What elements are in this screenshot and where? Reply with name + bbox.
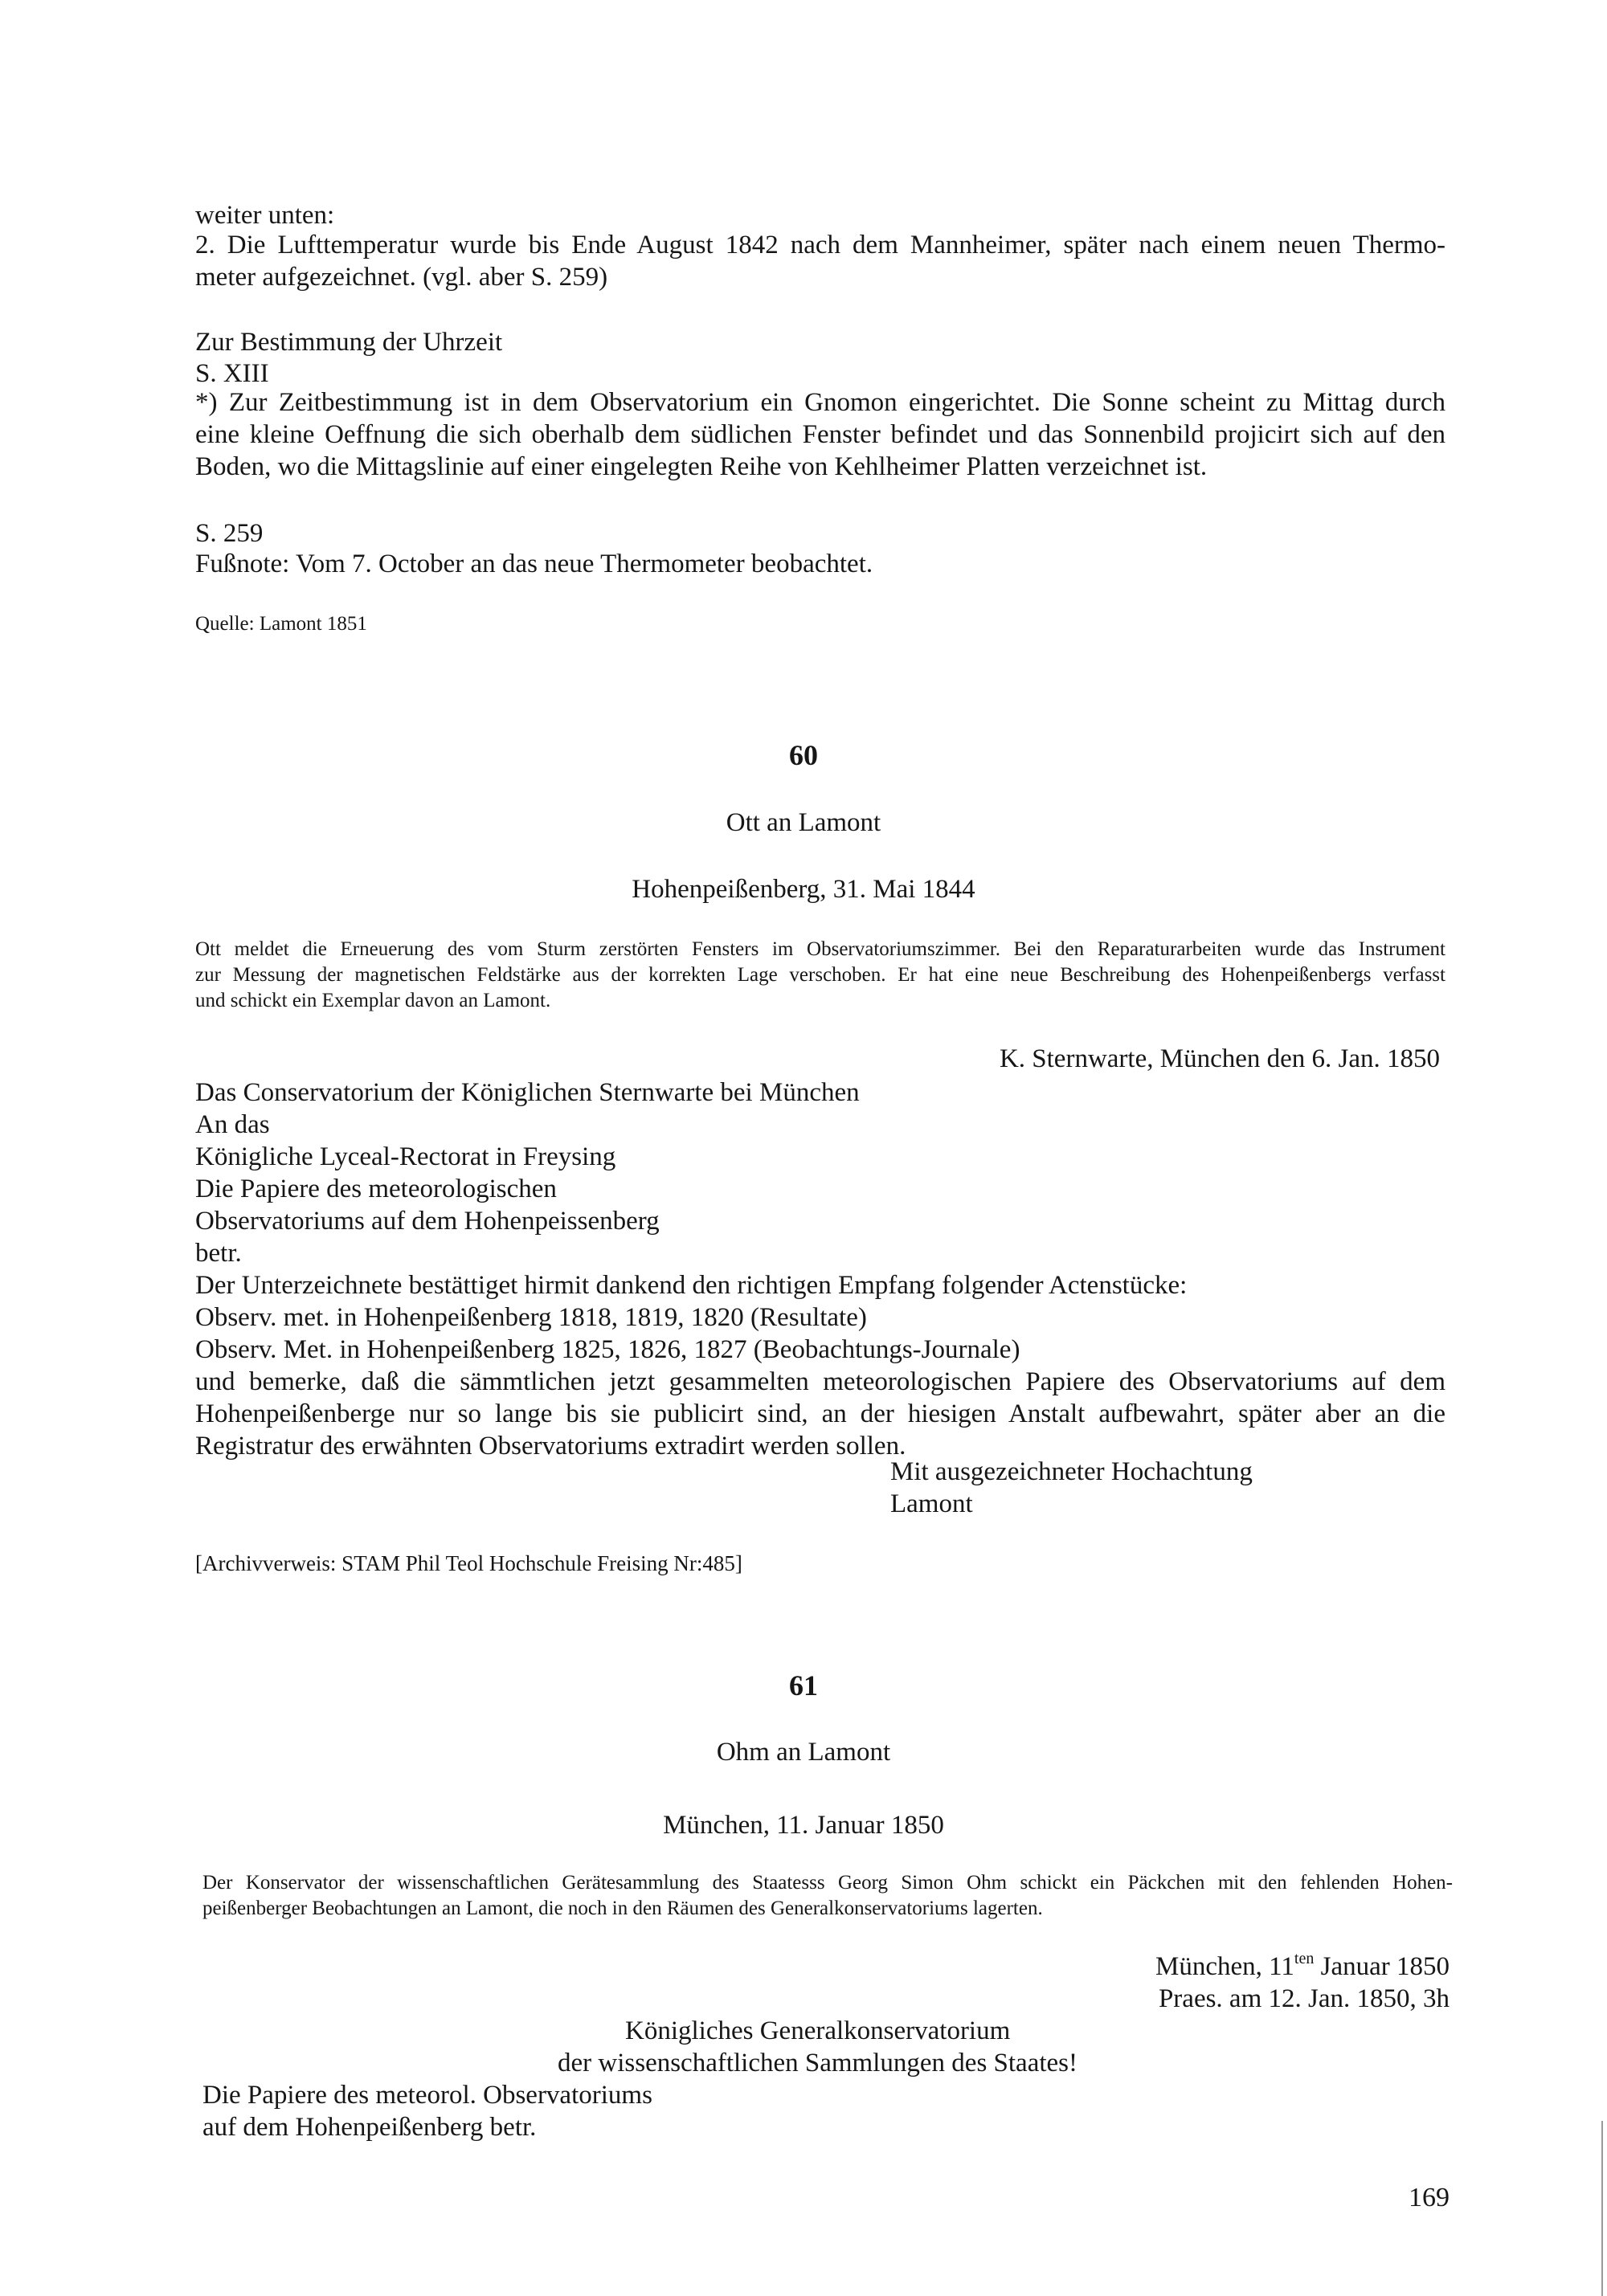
text-line: weiter unten: — [195, 201, 335, 230]
text-line: Hohenpeißenberge nur so lange bis sie publicirt sind, an der hiesigen Anstalt aufbewahrt, später aber an die — [195, 1399, 1445, 1428]
letter-signature: Lamont — [890, 1489, 973, 1518]
institution-line: der wissenschaftlichen Sammlungen des Staates! — [558, 2049, 1077, 2077]
subject-line: auf dem Hohenpeißenberg betr. — [202, 2113, 537, 2142]
text-line: Observatoriums auf dem Hohenpeissenberg — [195, 1207, 660, 1236]
text-line: betr. — [195, 1239, 242, 1268]
letter-place-date: München, 11. Januar 1850 — [663, 1811, 944, 1840]
archive-reference: [Archivverweis: STAM Phil Teol Hochschule Freising Nr:485] — [195, 1551, 742, 1575]
letter-closing: Mit ausgezeichneter Hochachtung — [890, 1457, 1253, 1486]
summary-line: und schickt ein Exemplar davon an Lamont. — [195, 990, 551, 1011]
text-line: Der Unterzeichnete bestättiget hirmit dankend den richtigen Empfang folgender Actenstücke: — [195, 1271, 1188, 1300]
text-line: Observ. Met. in Hohenpeißenberg 1825, 1826, 1827 (Beobachtungs-Journale) — [195, 1335, 1020, 1364]
summary-line: zur Messung der magnetischen Feldstärke aus der korrekten Lage verschoben. Er hat eine neue Beschreibung des Hohenpeißenbergs verfasst — [195, 964, 1445, 986]
text-line: S. XIII — [195, 359, 269, 388]
text-line: und bemerke, daß die sämmtlichen jetzt gesammelten meteorologischen Papiere des Observatoriums auf dem — [195, 1367, 1445, 1396]
text-line: Registratur des erwähnten Observatoriums extradirt werden sollen. — [195, 1432, 906, 1461]
text-line: Observ. met. in Hohenpeißenberg 1818, 1819, 1820 (Resultate) — [195, 1303, 867, 1332]
text-line: Fußnote: Vom 7. October an das neue Thermometer beobachtet. — [195, 549, 873, 578]
text-line: *) Zur Zeitbestimmung ist in dem Observatorium ein Gnomon eingerichtet. Die Sonne scheint zu Mittag durch — [195, 388, 1445, 417]
text-line: Die Papiere des meteorologischen — [195, 1175, 557, 1203]
letter-title: Ott an Lamont — [726, 808, 881, 837]
summary-line: Der Konservator der wissenschaftlichen Gerätesammlung des Staatesss Georg Simon Ohm schickt ein Päckchen mit den fehlenden Hohen- — [202, 1872, 1453, 1894]
text-line: Boden, wo die Mittagslinie auf einer eingelegten Reihe von Kehlheimer Platten verzeichnet ist. — [195, 452, 1208, 481]
text-line: Zur Bestimmung der Uhrzeit — [195, 328, 503, 357]
institution-line: Königliches Generalkonservatorium — [625, 2016, 1011, 2045]
summary-line: peißenberger Beobachtungen an Lamont, die noch in den Räumen des Generalkonservatoriums lagerten. — [202, 1898, 1043, 1919]
text-line: meter aufgezeichnet. (vgl. aber S. 259) — [195, 263, 608, 292]
text-line: An das — [195, 1110, 270, 1139]
text-line: 2. Die Lufttemperatur wurde bis Ende August 1842 nach dem Mannheimer, später nach einem neuen Thermo- — [195, 231, 1445, 259]
subject-line: Die Papiere des meteorol. Observatoriums — [202, 2081, 652, 2110]
letter-title: Ohm an Lamont — [716, 1738, 891, 1767]
text-line: Königliche Lyceal-Rectorat in Freysing — [195, 1142, 616, 1171]
letter-number: 60 — [789, 739, 818, 771]
page-number: 169 — [1409, 2183, 1450, 2212]
scan-edge-line — [1601, 2121, 1603, 2296]
letter-dateline: K. Sternwarte, München den 6. Jan. 1850 — [999, 1044, 1440, 1073]
letter-number: 61 — [789, 1669, 818, 1702]
text-line: Das Conservatorium der Königlichen Sternwarte bei München — [195, 1078, 860, 1107]
source-note: Quelle: Lamont 1851 — [195, 613, 367, 635]
letter-place-date: Hohenpeißenberg, 31. Mai 1844 — [632, 875, 975, 904]
text-line: eine kleine Oeffnung die sich oberhalb dem südlichen Fenster befindet und das Sonnenbild projicirt sich auf den — [195, 420, 1445, 449]
received-note: Praes. am 12. Jan. 1850, 3h — [1158, 1984, 1450, 2013]
letter-dateline: München, $11^{ten}$ Januar 1850 — [1155, 1950, 1450, 1981]
text-line: S. 259 — [195, 519, 264, 548]
summary-line: Ott meldet die Erneuerung des vom Sturm zerstörten Fensters im Observatoriumszimmer. Bei den Reparaturarbeiten wurde das Instrument — [195, 938, 1445, 960]
